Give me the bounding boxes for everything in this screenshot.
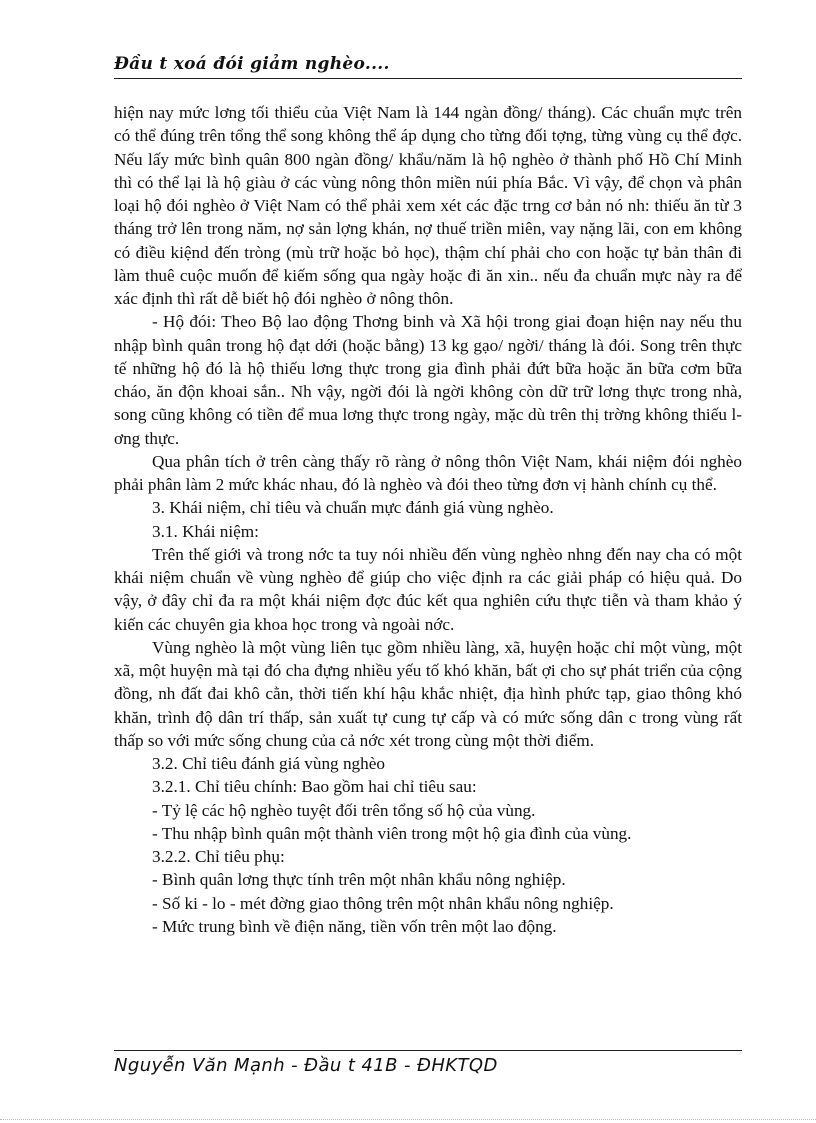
footer-divider: [114, 1050, 742, 1051]
list-item: - Bình quân lơng thực tính trên một nhân khẩu nông nghiệp.: [152, 870, 566, 890]
subsection-heading: 3.2. Chỉ tiêu đánh giá vùng nghèo: [152, 754, 385, 773]
subsection-heading: 3.2.1. Chỉ tiêu chính: Bao gồm hai chỉ tiêu sau:: [152, 777, 477, 797]
running-footer: Nguyễn Văn Mạnh - Đầu t 41B - ĐHKTQD: [114, 1055, 498, 1076]
list-item: - Số ki - lo - mét đờng giao thông trên một nhân khẩu nông nghiệp.: [152, 893, 614, 913]
subsection-heading: 3.1. Khái niệm:: [152, 521, 259, 541]
running-header: Đầu t xoá đói giảm nghèo....: [114, 54, 390, 74]
paragraph: Vùng nghèo là một vùng liên tục gồm nhiều làng, xã, huyện hoặc chỉ một vùng, một xã, một huyện mà tại đó cha đựng nhiều yếu tố khó khăn, bất ợi cho sự phát triển của cộng đồng, nh đất đai khô cằn, thời tiến khí hậu khắc nhiệt, địa hình phức tạp, giao thông khó khăn, trình độ dân trí thấp, sản xuất tự cung tự cấp và có mức sống dân c trong vùng rất thấp so với mức sống chung của cả nớc xét trong cùng một thời điểm.: [114, 637, 742, 750]
subsection-heading: 3.2.2. Chỉ tiêu phụ:: [152, 847, 285, 866]
list-item: - Thu nhập bình quân một thành viên trong một hộ gia đình của vùng.: [152, 823, 632, 843]
paragraph: Qua phân tích ở trên càng thấy rõ ràng ở nông thôn Việt Nam, khái niệm đói nghèo phải phân làm 2 mức khác nhau, đó là nghèo và đói theo từng đơn vị hành chính cụ thể.: [114, 451, 742, 494]
body-text: [114, 101, 742, 938]
list-item: - Mức trung bình về điện năng, tiền vốn trên một lao động.: [152, 916, 557, 936]
section-heading: 3. Khái niệm, chỉ tiêu và chuẩn mực đánh giá vùng nghèo.: [152, 498, 554, 518]
page-edge-dotted-line: [0, 1119, 816, 1120]
paragraph: Trên thế giới và trong nớc ta tuy nói nhiều đến vùng nghèo nhng đến nay cha có một khái niệm chuẩn về vùng nghèo để giúp cho việc định ra các giải pháp có hiệu quả. Do vậy, ở đây chỉ đa ra một khái niệm đợc đúc kết qua nghiên cứu thực tiễn và tham khảo ý kiến các chuyên gia khoa học trong và ngoài nớc.: [114, 544, 742, 634]
list-item: - Tỷ lệ các hộ nghèo tuyệt đối trên tổng số hộ của vùng.: [152, 800, 536, 820]
paragraph: - Hộ đói: Theo Bộ lao động Thơng binh và Xã hội trong giai đoạn hiện nay nếu thu nhập bình quân trong hộ đạt dới (hoặc bằng) 13 kg gạo/ ngời/ tháng là đói. Song trên thực tế những hộ đó là hộ thiếu lơng thực trong gia đình phải đứt bữa hoặc ăn bữa cơm bữa cháo, ăn độn khoai sắn.. Nh vậy, ngời đói là ngời không còn dữ trữ lơng thực trong nhà, song cũng không có tiền để mua lơng thực trong ngày, mặc dù trên thị trờng không thiếu lơng thực.: [114, 312, 742, 448]
header-divider: [114, 78, 742, 79]
paragraph: hiện nay mức lơng tối thiểu của Việt Nam là 144 ngàn đồng/ tháng). Các chuẩn mực trên có thể đúng trên tổng thể song không thể áp dụng cho từng đối tợng, từng vùng cụ thể đợc. Nếu lấy mức bình quân 800 ngàn đồng/ khẩu/năm là hộ nghèo ở thành phố Hồ Chí Minh thì có thể lại là hộ giàu ở các vùng nông thôn miền núi phía Bắc. Vì vậy, để chọn và phân loại hộ đói nghèo ở Việt Nam có thể phải xem xét các đặc trng cơ bản nó nh: thiếu ăn từ 3 tháng trở lên trong năm, nợ sản lợng khán, nợ thuế triền miên, vay nặng lãi, con em không có điều kiệnd đến tròng (mù trữ hoặc bỏ học), thậm chí phải cho con hoặc tự bản thân đi làm thuê cuộc muốn để kiếm sống qua ngày hoặc đi ăn xin.. nếu đa chuẩn mực này ra để xác định thì rất dễ biết hộ đói nghèo ở nông thôn.: [114, 103, 742, 308]
